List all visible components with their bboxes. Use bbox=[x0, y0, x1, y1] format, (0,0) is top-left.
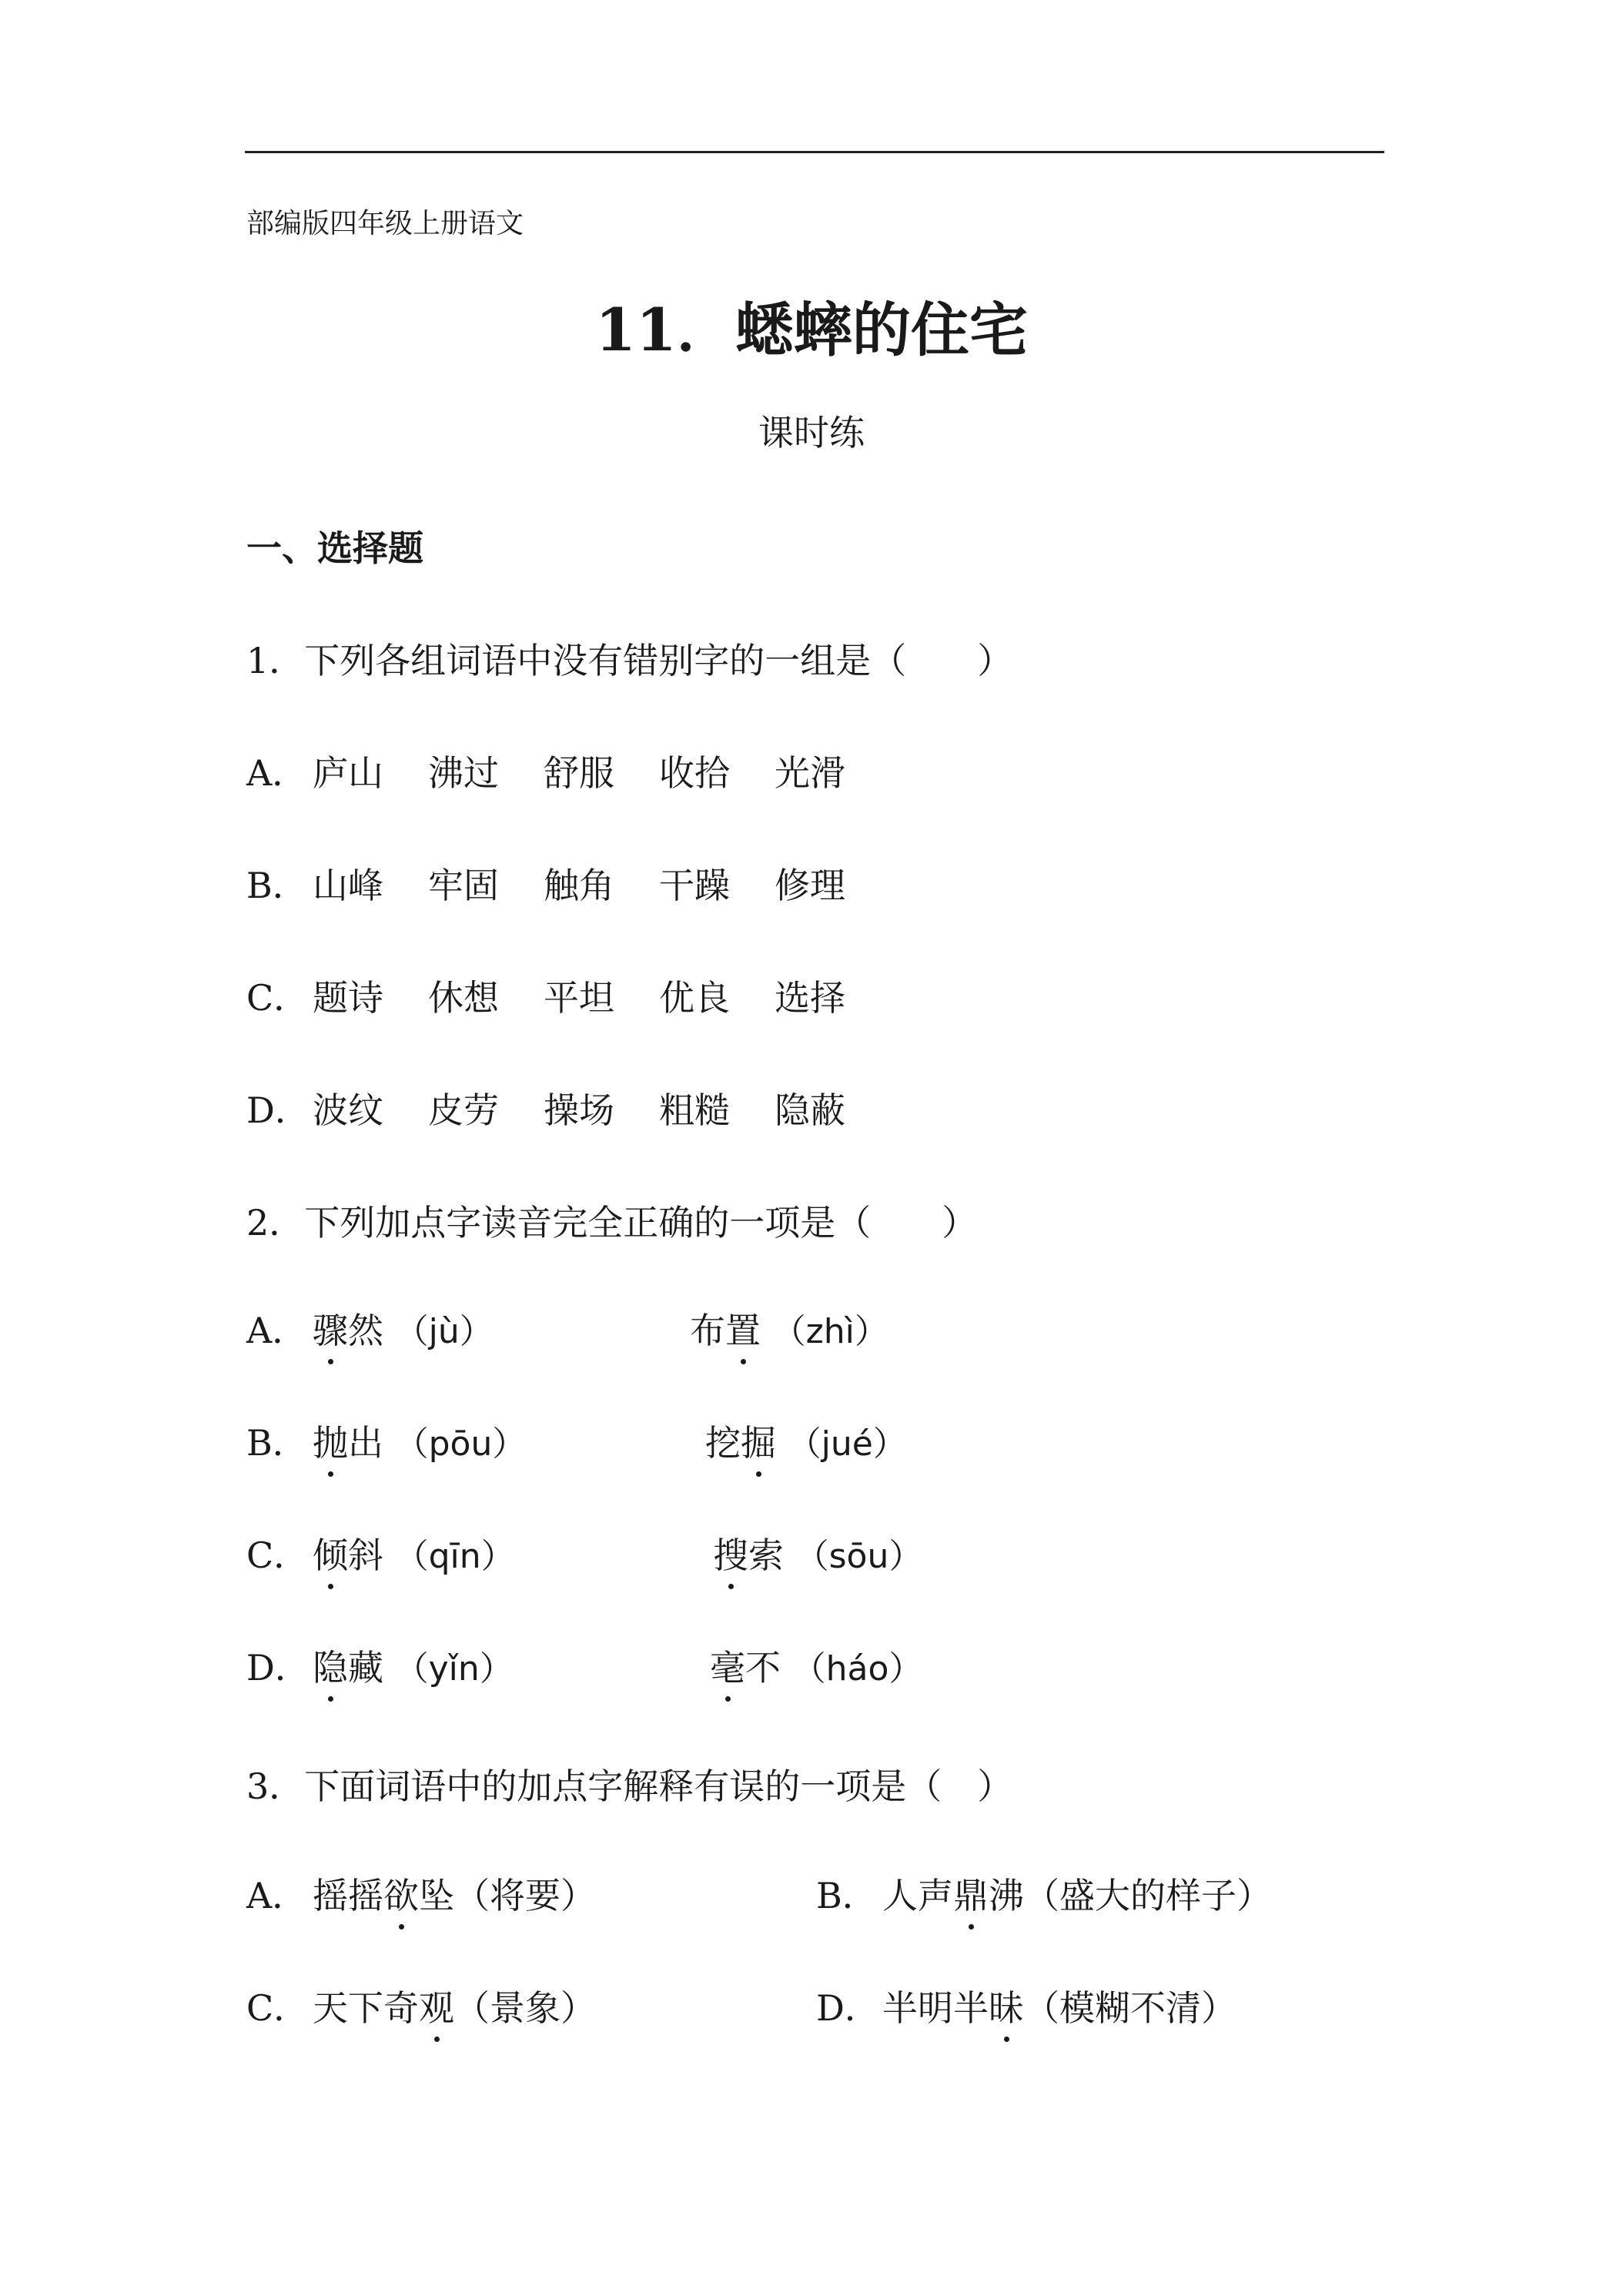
option-label: D． bbox=[246, 1089, 310, 1131]
page-title: 11．蟋蟀的住宅 bbox=[595, 296, 1028, 364]
option-label: C． bbox=[246, 1535, 310, 1576]
section-heading: 一、选择题 bbox=[246, 527, 423, 569]
option-label: B． bbox=[816, 1875, 878, 1916]
dotted-char: 倾 bbox=[313, 1528, 348, 1578]
option-label: A． bbox=[246, 1310, 308, 1351]
word: 山峰 bbox=[313, 865, 383, 906]
dotted-char: 抛 bbox=[313, 1415, 348, 1466]
q2-option-c[interactable] bbox=[246, 1528, 515, 1578]
option-label: A． bbox=[246, 1875, 308, 1916]
phrase-post: 沸（盛大的样子） bbox=[989, 1875, 1272, 1916]
dotted-char: 毫 bbox=[710, 1640, 745, 1691]
word-pre: 挖 bbox=[705, 1422, 741, 1464]
word: 触角 bbox=[544, 865, 614, 906]
phrase-pre: 天下奇 bbox=[313, 1987, 419, 2029]
word: 题诗 bbox=[313, 977, 383, 1019]
word-rest: 不 bbox=[745, 1647, 781, 1689]
q1-option-c[interactable] bbox=[246, 970, 890, 1021]
pinyin: （háo） bbox=[791, 1649, 923, 1689]
option-label: D． bbox=[816, 1987, 880, 2029]
q2-option-d-second bbox=[710, 1640, 922, 1691]
phrase-post: （景象） bbox=[454, 1987, 596, 2029]
q2-option-d[interactable] bbox=[246, 1640, 514, 1691]
dotted-char: 隐 bbox=[313, 1640, 348, 1691]
q2-option-b[interactable] bbox=[246, 1415, 526, 1466]
pinyin: （jué） bbox=[787, 1424, 907, 1464]
word: 休想 bbox=[428, 977, 499, 1019]
dotted-char: 掘 bbox=[741, 1415, 776, 1466]
dotted-char: 欲 bbox=[383, 1868, 419, 1919]
header-rule bbox=[245, 151, 1384, 153]
word: 波纹 bbox=[313, 1089, 383, 1131]
phrase-pre: 半明半 bbox=[882, 1987, 989, 2029]
option-label: C． bbox=[246, 977, 310, 1019]
word: 干躁 bbox=[659, 865, 730, 906]
phrase-post: （模糊不清） bbox=[1024, 1987, 1236, 2029]
word-rest: 然 bbox=[348, 1310, 383, 1351]
question-1-stem: 1．下列各组词语中没有错别字的一组是（ ） bbox=[246, 640, 1013, 681]
option-label: D． bbox=[246, 1647, 310, 1689]
word: 庐山 bbox=[313, 752, 383, 794]
q1-option-b[interactable] bbox=[246, 858, 890, 909]
q3-option-d[interactable] bbox=[816, 1980, 1236, 2031]
word-rest: 出 bbox=[348, 1422, 383, 1464]
course-header: 部编版四年级上册语文 bbox=[246, 208, 524, 239]
pinyin: （pōu） bbox=[394, 1424, 527, 1464]
pinyin: （yǐn） bbox=[394, 1649, 514, 1689]
page-subtitle: 课时练 bbox=[758, 412, 865, 454]
phrase-post: 坠（将要） bbox=[419, 1875, 596, 1916]
word: 操场 bbox=[544, 1089, 614, 1131]
q3-option-a[interactable] bbox=[246, 1868, 596, 1919]
word: 牢固 bbox=[428, 865, 499, 906]
word: 皮劳 bbox=[428, 1089, 499, 1131]
dotted-char: 骤 bbox=[313, 1303, 348, 1354]
option-label: B． bbox=[246, 1422, 308, 1464]
dotted-char: 置 bbox=[725, 1303, 761, 1354]
question-3-stem: 3．下面词语中的加点字解释有误的一项是（ ） bbox=[246, 1766, 1013, 1807]
word-rest: 藏 bbox=[348, 1647, 383, 1689]
q2-option-c-second bbox=[713, 1528, 922, 1578]
phrase-pre: 人声 bbox=[882, 1875, 953, 1916]
q3-option-c[interactable] bbox=[246, 1980, 596, 2031]
option-label: A． bbox=[246, 752, 308, 794]
q2-option-b-second bbox=[705, 1415, 907, 1466]
q2-option-a-second bbox=[690, 1303, 888, 1354]
word: 修理 bbox=[775, 865, 845, 906]
word: 平坦 bbox=[544, 977, 614, 1019]
word: 选择 bbox=[775, 977, 845, 1019]
word: 隐蔽 bbox=[775, 1089, 845, 1131]
pinyin: （sōu） bbox=[795, 1537, 923, 1576]
question-2-stem: 2．下列加点字读音完全正确的一项是（ ） bbox=[246, 1202, 978, 1243]
word-rest: 斜 bbox=[348, 1535, 383, 1576]
word: 沸过 bbox=[428, 752, 499, 794]
dotted-char: 鼎 bbox=[953, 1868, 989, 1919]
q1-option-a[interactable] bbox=[246, 745, 890, 796]
option-label: C． bbox=[246, 1987, 310, 2029]
q1-option-d[interactable] bbox=[246, 1083, 890, 1133]
word: 优良 bbox=[659, 977, 730, 1019]
dotted-char: 昧 bbox=[989, 1980, 1024, 2031]
q3-option-b[interactable] bbox=[816, 1868, 1272, 1919]
word-pre: 布 bbox=[690, 1310, 725, 1351]
option-label: B． bbox=[246, 865, 308, 906]
pinyin: （qīn） bbox=[394, 1537, 515, 1576]
pinyin: （jù） bbox=[394, 1312, 494, 1351]
q2-option-a[interactable] bbox=[246, 1303, 494, 1354]
word: 粗糙 bbox=[659, 1089, 730, 1131]
pinyin: （zhì） bbox=[771, 1312, 888, 1351]
phrase-pre: 摇摇 bbox=[313, 1875, 383, 1916]
dotted-char: 观 bbox=[419, 1980, 454, 2031]
dotted-char: 搜 bbox=[713, 1528, 748, 1578]
word: 舒服 bbox=[544, 752, 614, 794]
word: 收拾 bbox=[659, 752, 730, 794]
word-rest: 索 bbox=[748, 1535, 784, 1576]
word: 光滑 bbox=[775, 752, 845, 794]
